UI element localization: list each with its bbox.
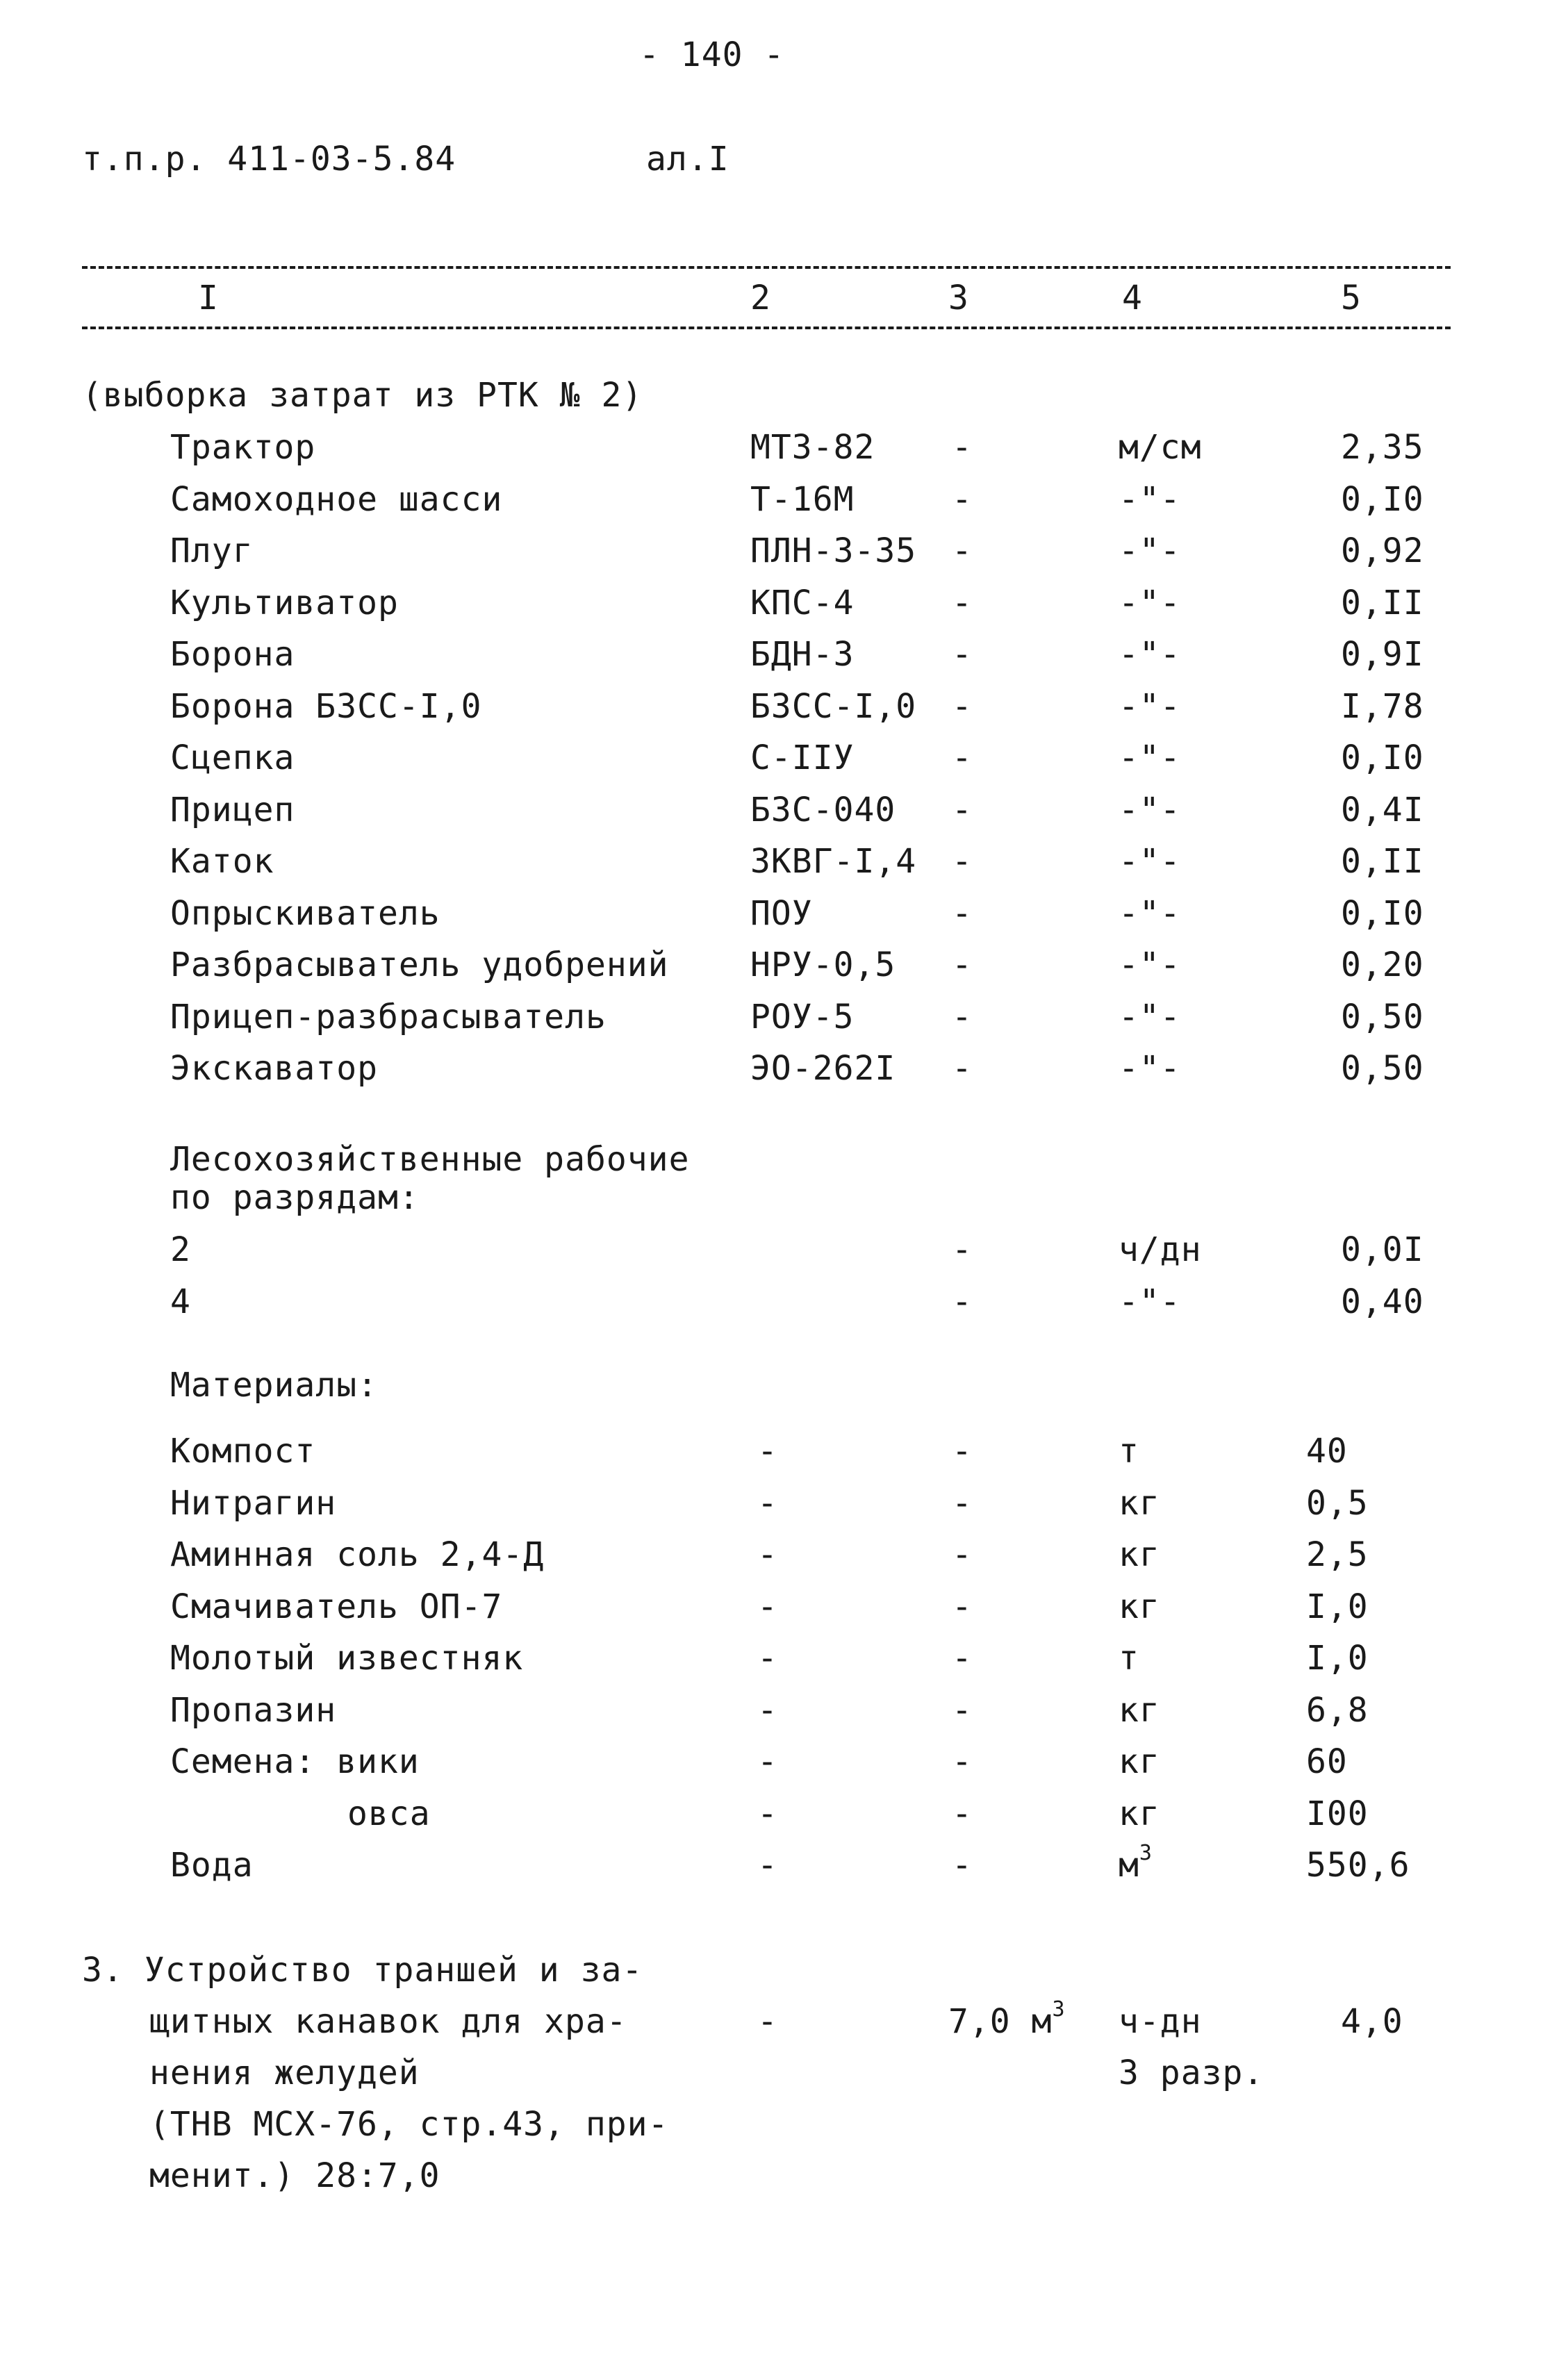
material-unit: кг [1119,1742,1160,1781]
machine-name: Борона БЗСС-I,0 [170,686,482,726]
column-3-dash: - [952,583,973,622]
machine-model: БДН-3 [750,635,855,674]
machine-name: Плуг [170,531,254,570]
column-3-dash: - [952,1639,973,1678]
machine-name: Каток [170,842,274,881]
material-value: 0,5 [1306,1483,1369,1523]
material-unit: кг [1119,1690,1160,1730]
machine-value: 0,4I [1341,790,1424,829]
materials-heading: Материалы: [170,1366,378,1405]
machine-model: ПОУ [750,893,813,933]
column-3-dash: - [952,842,973,881]
column-3-dash: - [952,1049,973,1088]
column-header-3: 3 [948,279,969,317]
column-header-5: 5 [1341,279,1362,317]
column-3-dash: - [952,1282,973,1321]
machine-name: Прицеп [170,790,295,829]
machine-model: МТЗ-82 [750,428,875,467]
machine-unit: -"- [1119,790,1181,829]
machine-unit: -"- [1119,686,1181,726]
machine-name: Экскаватор [170,1049,378,1088]
material-value: 40 [1306,1432,1348,1471]
column-header-2: 2 [750,279,771,317]
machine-unit: -"- [1119,635,1181,674]
column-3-dash: - [952,945,973,984]
machine-unit: -"- [1119,738,1181,777]
column-3-dash: - [952,428,973,467]
material-value: I,0 [1306,1587,1369,1626]
column-3-dash: - [952,1432,973,1471]
column-3-dash: - [952,635,973,674]
workers-heading-2: по разрядам: [170,1178,420,1217]
workers-heading: Лесохозяйственные рабочие [170,1140,690,1179]
machine-value: 0,20 [1341,945,1424,984]
machine-value: 0,II [1341,842,1424,881]
material-unit: т [1119,1432,1139,1471]
machine-name: Борона [170,635,295,674]
material-name: Нитрагин [170,1483,337,1523]
column-2-dash: - [757,1794,778,1833]
header-bottom-rule [82,327,1451,329]
machine-model: ПЛН-3-35 [750,531,917,570]
machine-name: Сцепка [170,738,295,777]
material-value: 550,6 [1306,1846,1410,1885]
machine-model: БЗСС-I,0 [750,686,917,726]
machine-unit: -"- [1119,945,1181,984]
column-2-dash: - [757,1690,778,1730]
document-reference: т.п.р. 411-03-5.84 [82,140,456,179]
material-value: I,0 [1306,1639,1369,1678]
machine-model: С-IIУ [750,738,855,777]
machine-unit: -"- [1119,842,1181,881]
column-3-dash: - [952,790,973,829]
column-3-dash: - [952,738,973,777]
machine-name: Самоходное шасси [170,479,503,519]
column-3-dash: - [952,1230,973,1269]
column-2-dash: - [757,1483,778,1523]
worker-unit: ч/дн [1119,1230,1202,1269]
item-3-value: 4,0 [1341,2002,1403,2041]
material-name: Компост [170,1432,316,1471]
machine-value: 0,I0 [1341,479,1424,519]
machine-unit: -"- [1119,1049,1181,1088]
column-2-dash: - [757,1535,778,1574]
column-2-dash: - [757,1587,778,1626]
machine-unit: -"- [1119,531,1181,570]
machine-value: I,78 [1341,686,1424,726]
item-3-text: 3. Устройство траншей и за- [82,1951,643,1990]
machine-name: Опрыскиватель [170,893,440,933]
column-3-dash: - [952,531,973,570]
machine-model: РОУ-5 [750,997,855,1036]
column-3-dash: - [952,1587,973,1626]
header-top-rule [82,266,1451,269]
machine-unit: -"- [1119,997,1181,1036]
material-name: Вода [170,1846,254,1885]
material-name: Семена: вики [170,1742,420,1781]
machine-value: 0,50 [1341,1049,1424,1088]
column-2-dash: - [757,1432,778,1471]
material-name: Молотый известняк [170,1639,524,1678]
column-3-dash: - [952,997,973,1036]
column-2-dash: - [757,1742,778,1781]
material-unit: $м^3$ [1119,1841,1153,1885]
machine-value: 0,I0 [1341,738,1424,777]
machine-value: 0,9I [1341,635,1424,674]
machine-unit: -"- [1119,893,1181,933]
column-3-dash: - [952,1742,973,1781]
section-note: (выборка затрат из РТК № 2) [82,376,643,415]
column-2-dash: - [757,1639,778,1678]
machine-model: ЗКВГ-I,4 [750,842,917,881]
material-name: Пропазин [170,1690,337,1730]
material-unit: кг [1119,1483,1160,1523]
machine-value: 0,50 [1341,997,1424,1036]
machine-unit: -"- [1119,479,1181,519]
machine-unit: м/см [1119,428,1202,467]
material-name: овса [347,1794,431,1833]
column-3-dash: - [952,1535,973,1574]
item-3-text: нения желудей [149,2053,420,2092]
worker-grade: 2 [170,1230,191,1269]
page-number: - 140 - [639,35,785,74]
material-value: 6,8 [1306,1690,1369,1730]
machine-model: КПС-4 [750,583,855,622]
material-unit: кг [1119,1535,1160,1574]
machine-model: НРУ-0,5 [750,945,896,984]
machine-model: Т-16М [750,479,855,519]
machine-model: ЭО-262I [750,1049,896,1088]
material-unit: кг [1119,1794,1160,1833]
machine-name: Разбрасыватель удобрений [170,945,669,984]
column-2-dash: - [757,2002,778,2041]
machine-value: 2,35 [1341,428,1424,467]
machine-value: 0,92 [1341,531,1424,570]
column-3-dash: - [952,1794,973,1833]
item-3-text: (ТНВ МСХ-76, стр.43, при- [149,2105,669,2144]
material-value: 60 [1306,1742,1348,1781]
column-2-dash: - [757,1846,778,1885]
sheet-label: ал.I [646,140,729,179]
column-3-dash: - [952,1483,973,1523]
column-header-1: I [198,279,219,317]
material-value: 2,5 [1306,1535,1369,1574]
material-unit: т [1119,1639,1139,1678]
column-3-dash: - [952,1846,973,1885]
item-3-unit: ч-дн [1119,2002,1202,2041]
machine-name: Трактор [170,428,316,467]
item-3-quantity: 7,0 $м^3$ [948,1997,1066,2041]
column-3-dash: - [952,479,973,519]
column-3-dash: - [952,1690,973,1730]
worker-value: 0,0I [1341,1230,1424,1269]
worker-grade: 4 [170,1282,191,1321]
item-3-text: менит.) 28:7,0 [149,2156,440,2195]
column-3-dash: - [952,893,973,933]
column-header-4: 4 [1122,279,1143,317]
item-3-text: щитных канавок для хра- [149,2002,627,2041]
machine-unit: -"- [1119,583,1181,622]
machine-value: 0,II [1341,583,1424,622]
machine-value: 0,I0 [1341,893,1424,933]
machine-model: БЗС-040 [750,790,896,829]
material-value: I00 [1306,1794,1369,1833]
material-name: Аминная соль 2,4-Д [170,1535,545,1574]
column-3-dash: - [952,686,973,726]
material-name: Смачиватель ОП-7 [170,1587,503,1626]
material-unit: кг [1119,1587,1160,1626]
item-3-grade: 3 разр. [1119,2053,1264,2092]
worker-unit: -"- [1119,1282,1181,1321]
machine-name: Прицеп-разбрасыватель [170,997,607,1036]
worker-value: 0,40 [1341,1282,1424,1321]
machine-name: Культиватор [170,583,399,622]
